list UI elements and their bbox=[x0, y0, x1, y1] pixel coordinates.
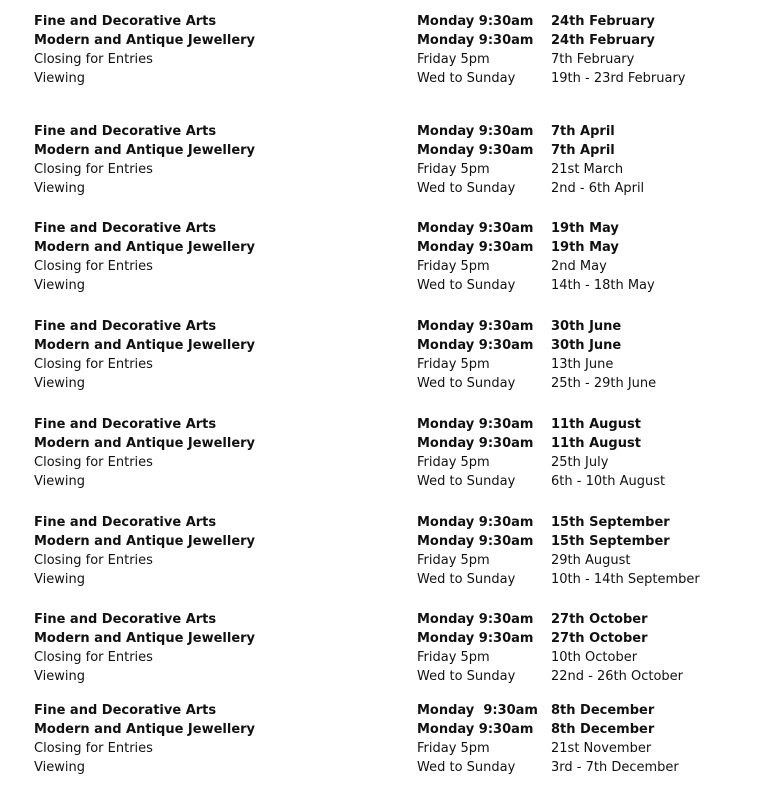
closing-label: Closing for Entries bbox=[34, 741, 153, 756]
sale-date: 11th August bbox=[551, 417, 641, 432]
sale-date: 11th August bbox=[551, 436, 641, 451]
viewing-label: Viewing bbox=[34, 760, 85, 775]
closing-time: Friday 5pm bbox=[417, 357, 490, 372]
sale-time: Monday 9:30am bbox=[417, 722, 534, 737]
jewellery-row bbox=[0, 336, 759, 355]
sale-name: Modern and Antique Jewellery bbox=[34, 436, 256, 451]
closing-label: Closing for Entries bbox=[34, 52, 153, 67]
fine-arts-row bbox=[0, 317, 759, 336]
viewing-dates: 14th - 18th May bbox=[551, 278, 655, 293]
closing-date: 7th February bbox=[551, 52, 635, 67]
closing-date: 25th July bbox=[551, 455, 609, 470]
viewing-dates: 22nd - 26th October bbox=[551, 669, 684, 684]
sale-name: Fine and Decorative Arts bbox=[34, 417, 217, 432]
sale-time: Monday 9:30am bbox=[417, 631, 534, 646]
viewing-row bbox=[0, 758, 759, 777]
sale-name: Modern and Antique Jewellery bbox=[34, 240, 256, 255]
viewing-label: Viewing bbox=[34, 474, 85, 489]
sale-date: 24th February bbox=[551, 14, 655, 29]
sale-time: Monday 9:30am bbox=[417, 338, 534, 353]
viewing-row bbox=[0, 179, 759, 198]
closing-row bbox=[0, 50, 759, 69]
sale-time: Monday 9:30am bbox=[417, 703, 538, 718]
sale-name: Fine and Decorative Arts bbox=[34, 221, 217, 236]
sale-time: Monday 9:30am bbox=[417, 33, 534, 48]
sale-time: Monday 9:30am bbox=[417, 612, 534, 627]
sale-date: 30th June bbox=[551, 338, 622, 353]
sale-date: 8th December bbox=[551, 703, 655, 718]
sale-time: Monday 9:30am bbox=[417, 515, 534, 530]
sale-time: Monday 9:30am bbox=[417, 417, 534, 432]
closing-date: 2nd May bbox=[551, 259, 607, 274]
closing-time: Friday 5pm bbox=[417, 650, 490, 665]
sale-time: Monday 9:30am bbox=[417, 319, 534, 334]
viewing-row bbox=[0, 276, 759, 295]
sale-date: 27th October bbox=[551, 631, 648, 646]
fine-arts-row bbox=[0, 701, 759, 720]
sale-name: Fine and Decorative Arts bbox=[34, 319, 217, 334]
sale-name: Fine and Decorative Arts bbox=[34, 703, 217, 718]
closing-time: Friday 5pm bbox=[417, 553, 490, 568]
fine-arts-row bbox=[0, 122, 759, 141]
fine-arts-row bbox=[0, 513, 759, 532]
viewing-days: Wed to Sunday bbox=[417, 669, 516, 684]
closing-time: Friday 5pm bbox=[417, 741, 490, 756]
closing-date: 10th October bbox=[551, 650, 638, 665]
viewing-days: Wed to Sunday bbox=[417, 278, 516, 293]
jewellery-row bbox=[0, 720, 759, 739]
closing-row bbox=[0, 257, 759, 276]
sale-time: Monday 9:30am bbox=[417, 124, 534, 139]
sale-time: Monday 9:30am bbox=[417, 436, 534, 451]
closing-row bbox=[0, 160, 759, 179]
closing-date: 21st March bbox=[551, 162, 624, 177]
closing-row bbox=[0, 453, 759, 472]
viewing-dates: 19th - 23rd February bbox=[551, 71, 686, 86]
viewing-row bbox=[0, 69, 759, 88]
sale-name: Modern and Antique Jewellery bbox=[34, 338, 256, 353]
sale-time: Monday 9:30am bbox=[417, 143, 534, 158]
closing-row bbox=[0, 355, 759, 374]
sale-name: Modern and Antique Jewellery bbox=[34, 631, 256, 646]
closing-label: Closing for Entries bbox=[34, 455, 153, 470]
sale-time: Monday 9:30am bbox=[417, 534, 534, 549]
jewellery-row bbox=[0, 532, 759, 551]
viewing-days: Wed to Sunday bbox=[417, 572, 516, 587]
sale-date: 19th May bbox=[551, 221, 619, 236]
jewellery-row bbox=[0, 629, 759, 648]
viewing-row bbox=[0, 374, 759, 393]
closing-date: 21st November bbox=[551, 741, 652, 756]
closing-label: Closing for Entries bbox=[34, 162, 153, 177]
sale-name: Modern and Antique Jewellery bbox=[34, 143, 256, 158]
closing-time: Friday 5pm bbox=[417, 52, 490, 67]
sale-name: Modern and Antique Jewellery bbox=[34, 722, 256, 737]
viewing-row bbox=[0, 570, 759, 589]
sale-date: 7th April bbox=[551, 143, 615, 158]
viewing-label: Viewing bbox=[34, 572, 85, 587]
sale-name: Fine and Decorative Arts bbox=[34, 14, 217, 29]
sale-date: 27th October bbox=[551, 612, 648, 627]
sale-date: 8th December bbox=[551, 722, 655, 737]
fine-arts-row bbox=[0, 12, 759, 31]
viewing-label: Viewing bbox=[34, 669, 85, 684]
viewing-label: Viewing bbox=[34, 71, 85, 86]
viewing-days: Wed to Sunday bbox=[417, 181, 516, 196]
sale-date: 15th September bbox=[551, 515, 670, 530]
viewing-dates: 3rd - 7th December bbox=[551, 760, 679, 775]
closing-time: Friday 5pm bbox=[417, 455, 490, 470]
closing-time: Friday 5pm bbox=[417, 259, 490, 274]
jewellery-row bbox=[0, 141, 759, 160]
jewellery-row bbox=[0, 31, 759, 50]
viewing-dates: 6th - 10th August bbox=[551, 474, 666, 489]
viewing-row bbox=[0, 472, 759, 491]
closing-row bbox=[0, 648, 759, 667]
viewing-label: Viewing bbox=[34, 181, 85, 196]
sale-name: Fine and Decorative Arts bbox=[34, 612, 217, 627]
fine-arts-row bbox=[0, 610, 759, 629]
viewing-dates: 10th - 14th September bbox=[551, 572, 700, 587]
sale-name: Fine and Decorative Arts bbox=[34, 124, 217, 139]
closing-date: 13th June bbox=[551, 357, 614, 372]
sale-time: Monday 9:30am bbox=[417, 240, 534, 255]
viewing-label: Viewing bbox=[34, 376, 85, 391]
closing-label: Closing for Entries bbox=[34, 650, 153, 665]
jewellery-row bbox=[0, 238, 759, 257]
sale-date: 7th April bbox=[551, 124, 615, 139]
closing-label: Closing for Entries bbox=[34, 259, 153, 274]
sale-name: Modern and Antique Jewellery bbox=[34, 534, 256, 549]
viewing-dates: 25th - 29th June bbox=[551, 376, 657, 391]
jewellery-row bbox=[0, 434, 759, 453]
fine-arts-row bbox=[0, 415, 759, 434]
closing-time: Friday 5pm bbox=[417, 162, 490, 177]
sale-date: 15th September bbox=[551, 534, 670, 549]
sale-date: 24th February bbox=[551, 33, 655, 48]
closing-label: Closing for Entries bbox=[34, 357, 153, 372]
viewing-days: Wed to Sunday bbox=[417, 760, 516, 775]
sale-name: Fine and Decorative Arts bbox=[34, 515, 217, 530]
viewing-row bbox=[0, 667, 759, 686]
viewing-label: Viewing bbox=[34, 278, 85, 293]
sale-date: 19th May bbox=[551, 240, 619, 255]
viewing-days: Wed to Sunday bbox=[417, 71, 516, 86]
viewing-dates: 2nd - 6th April bbox=[551, 181, 645, 196]
viewing-days: Wed to Sunday bbox=[417, 474, 516, 489]
sale-date: 30th June bbox=[551, 319, 622, 334]
closing-row bbox=[0, 551, 759, 570]
closing-row bbox=[0, 739, 759, 758]
fine-arts-row bbox=[0, 219, 759, 238]
sale-time: Monday 9:30am bbox=[417, 221, 534, 236]
closing-label: Closing for Entries bbox=[34, 553, 153, 568]
sale-name: Modern and Antique Jewellery bbox=[34, 33, 256, 48]
closing-date: 29th August bbox=[551, 553, 631, 568]
viewing-days: Wed to Sunday bbox=[417, 376, 516, 391]
sale-time: Monday 9:30am bbox=[417, 14, 534, 29]
